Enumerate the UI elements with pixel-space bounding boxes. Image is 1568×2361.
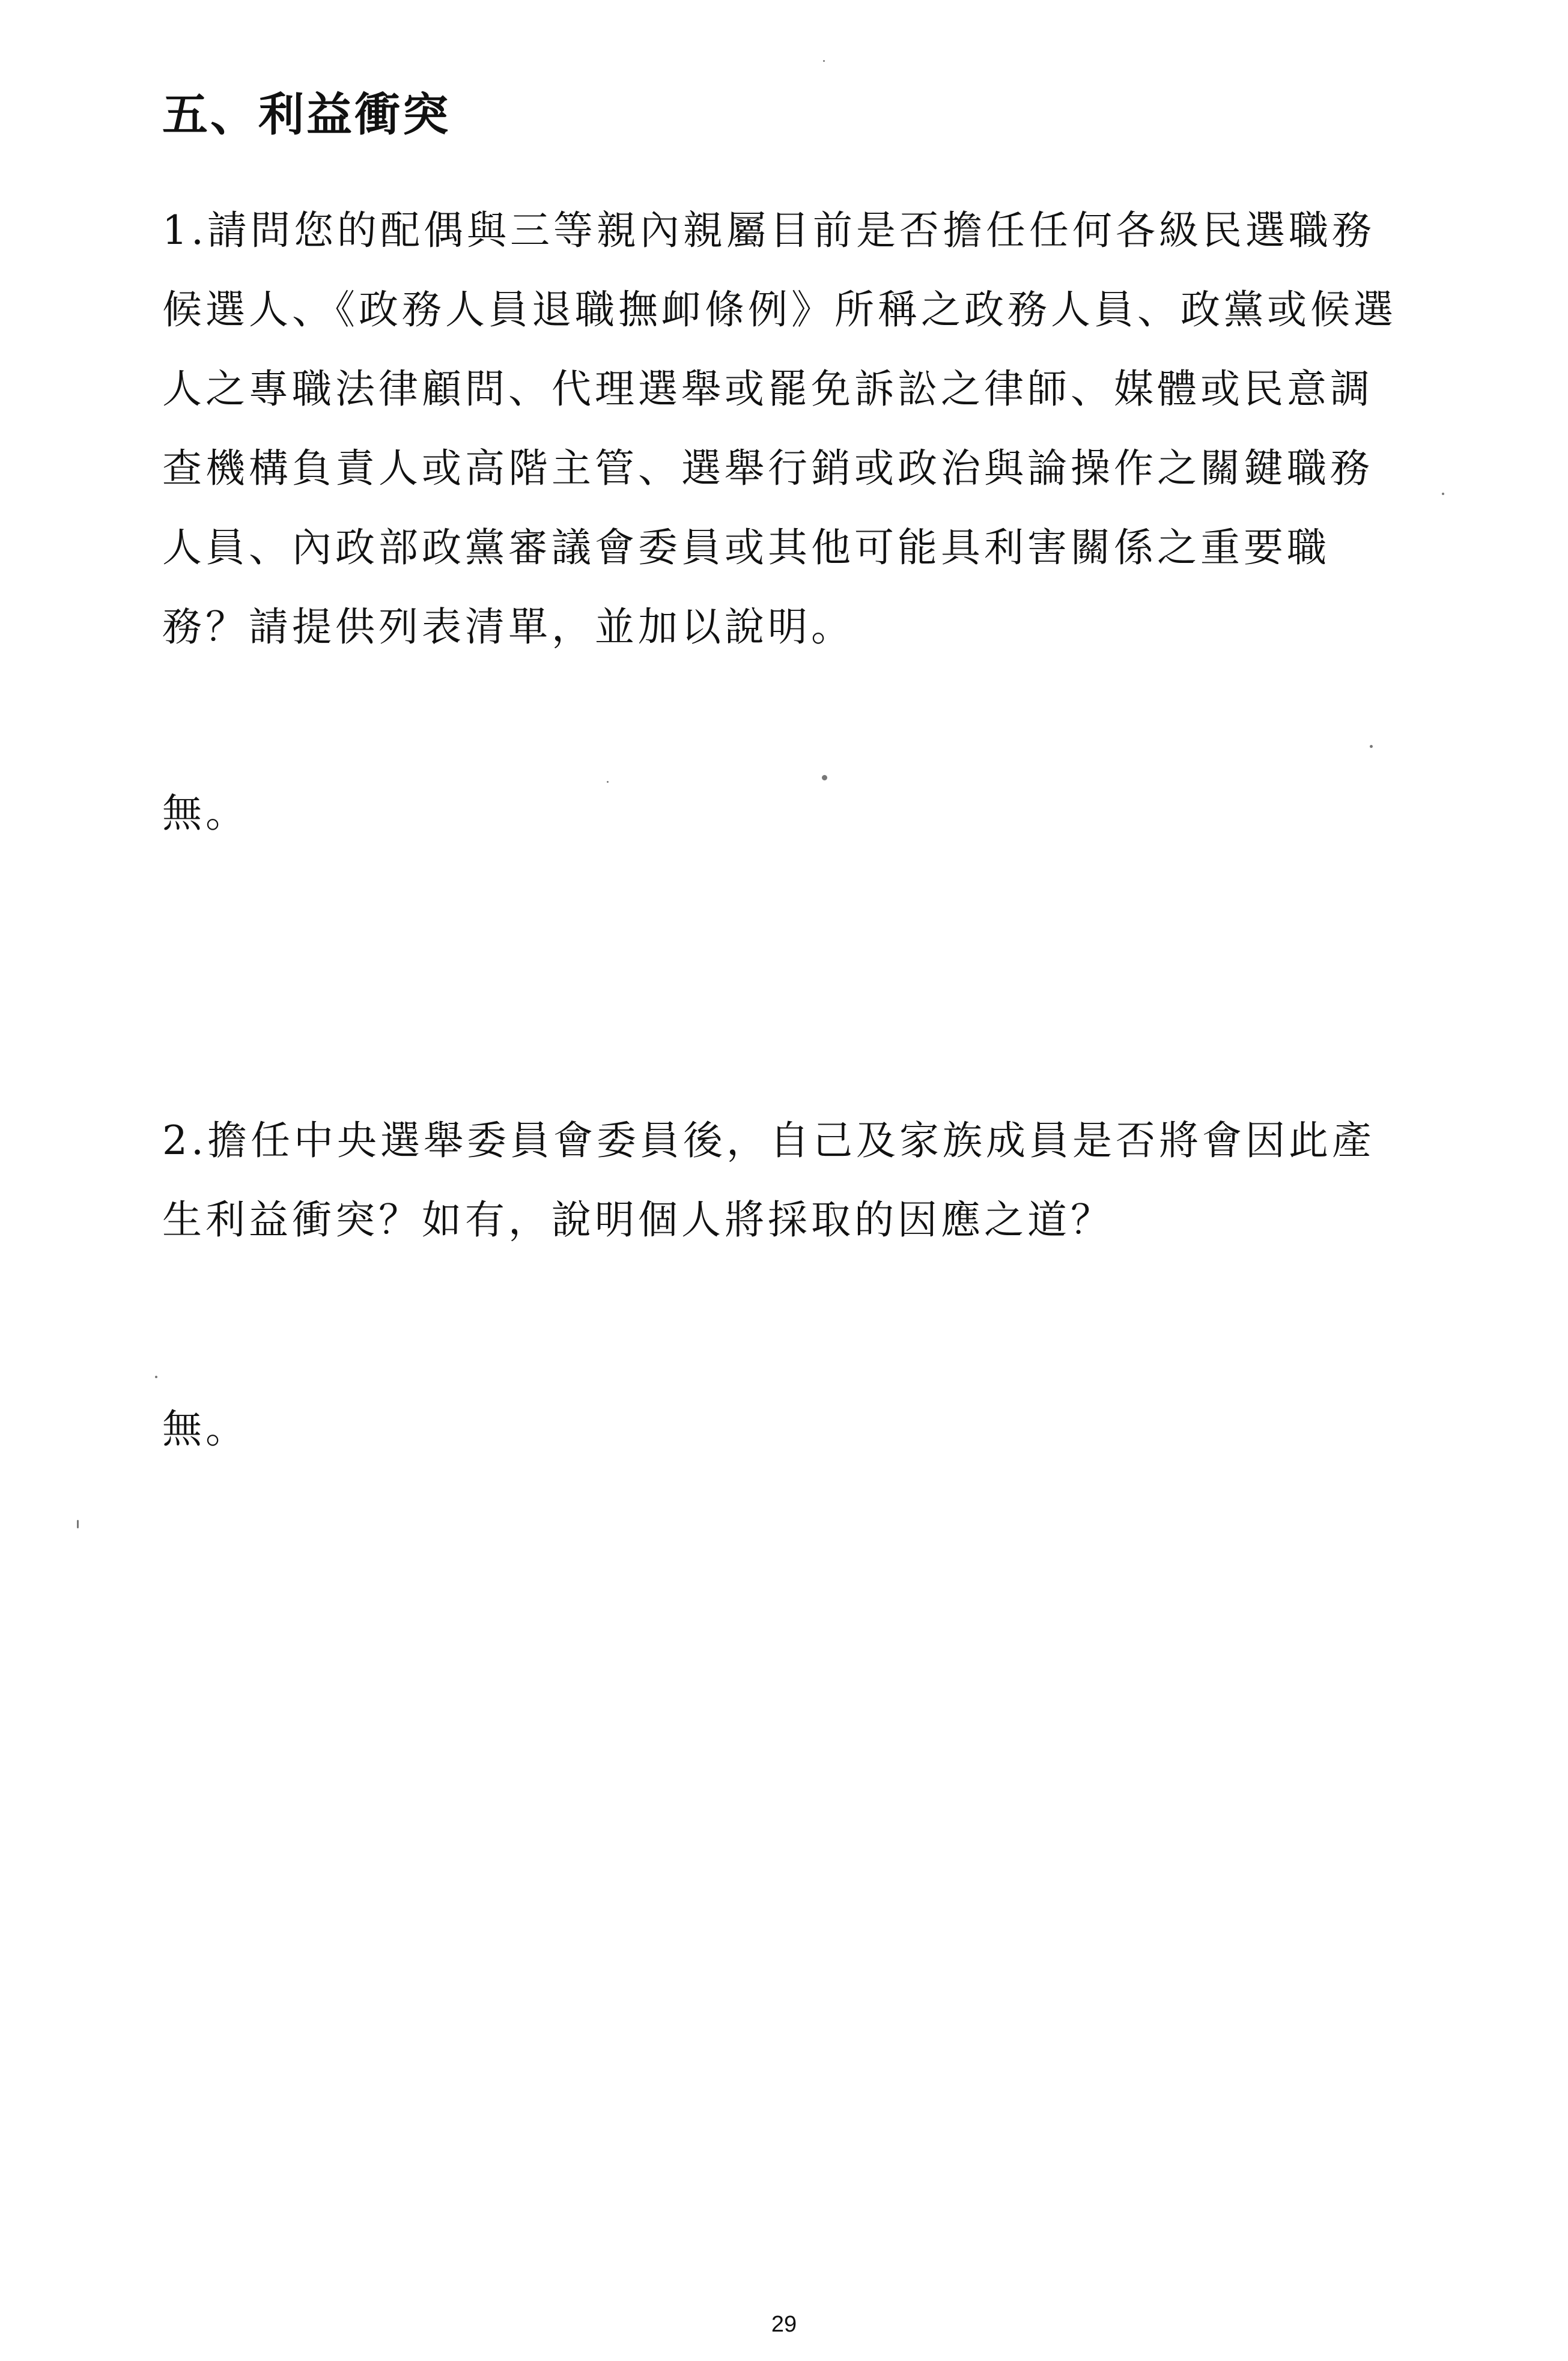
question-1-line-6: 務？請提供列表清單，並加以說明。 (162, 604, 854, 650)
question-1-line-4: 查機構負責人或高階主管、選舉行銷或政治與論操作之關鍵職務 (162, 445, 1373, 491)
question-1-line-3: 人之專職法律顧問、代理選舉或罷免訴訟之律師、媒體或民意調 (162, 366, 1373, 412)
section-heading: 五、利益衝突 (162, 88, 451, 141)
scan-speck (1370, 745, 1373, 748)
question-2-answer: 無。 (162, 1406, 249, 1452)
question-2-line-2: 生利益衝突？如有，說明個人將採取的因應之道？ (162, 1197, 1114, 1243)
question-1-line-5: 人員、內政部政黨審議會委員或其他可能具利害關係之重要職 (162, 524, 1330, 571)
scan-speck (823, 60, 825, 62)
question-1-answer: 無。 (162, 790, 249, 836)
scan-speck (607, 781, 609, 783)
question-1-line-2: 候選人、《政務人員退職撫卹條例》所稱之政務人員、政黨或候選 (162, 287, 1397, 333)
scan-speck (77, 1520, 79, 1528)
scan-speck (822, 775, 827, 780)
scan-speck (1442, 493, 1444, 495)
scan-speck (155, 1376, 157, 1378)
question-1-line-1: 1.請問您的配偶與三等親內親屬目前是否擔任任何各級民選職務 (162, 207, 1375, 254)
page-number: 29 (771, 2312, 797, 2337)
question-2-line-1: 2.擔任中央選舉委員會委員後，自己及家族成員是否將會因此產 (162, 1117, 1375, 1164)
